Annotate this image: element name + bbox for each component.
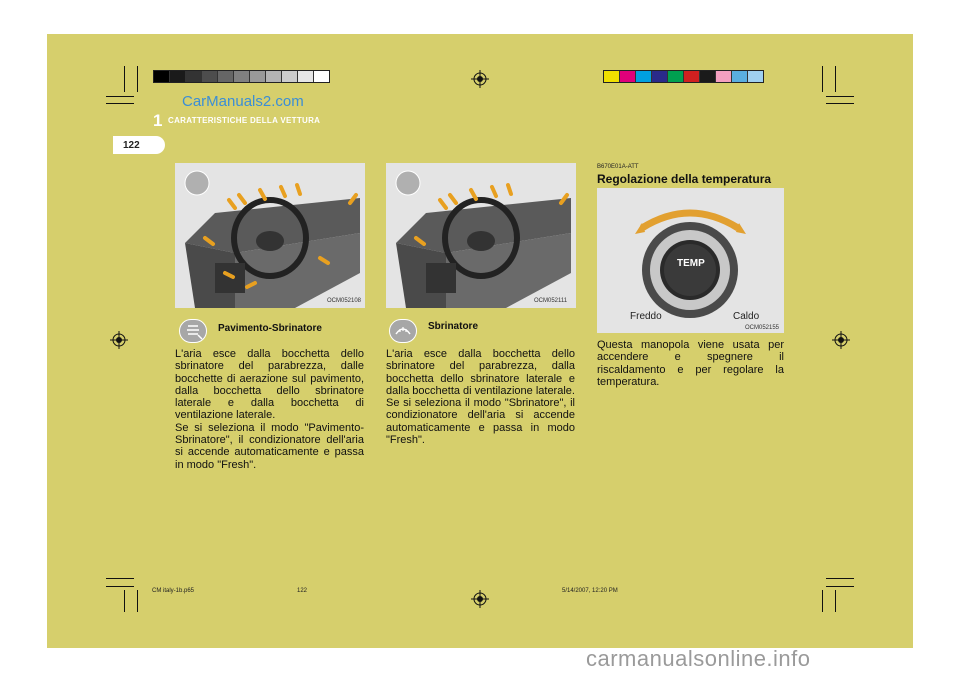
hot-label: Caldo [733,311,760,322]
color-swatch [282,71,298,82]
color-swatch [652,71,668,82]
section-body: L'aria esce dalla bocchetta dello sbrinatore del parabrezza, dalla bocchetta dello sbrinatore laterale e dalla bocchetta di ventilazione laterale. Se si seleziona il modo "Sbrinatore", il condizionatore dell'aria si accende automaticamente e passa in modo "Fresh". [386,348,575,447]
chapter-title: CARATTERISTICHE DELLA VETTURA [168,116,321,125]
footer-page: 122 [297,588,308,594]
dashboard-floor-defrost-illustration [175,163,365,308]
color-swatch [170,71,186,82]
crop-mark [106,586,134,587]
crop-mark [835,66,836,92]
page-number: 122 [123,140,140,151]
section-heading: Pavimento-Sbrinatore [218,323,322,334]
floor-defrost-icon [179,319,207,343]
registration-mark-icon [471,590,489,608]
registration-mark-icon [110,331,128,349]
crop-mark [124,590,125,612]
color-swatch [234,71,250,82]
color-swatch [732,71,748,82]
registration-mark-icon [832,331,850,349]
color-swatch [716,71,732,82]
color-swatch [250,71,266,82]
color-swatch [684,71,700,82]
crop-mark [106,578,134,579]
color-swatch [668,71,684,82]
color-swatch [266,71,282,82]
crop-mark [835,590,836,612]
crop-mark [826,578,854,579]
color-swatch [748,71,763,82]
color-swatch [298,71,314,82]
color-swatch [314,71,329,82]
section-body: Questa manopola viene usata per accendere e spegnere il riscaldamento e per regolare la temperatura. [597,339,784,388]
color-swatch [620,71,636,82]
crop-mark [106,96,134,97]
color-swatch [636,71,652,82]
grayscale-calibration-bar [153,70,330,83]
image-code: OCM052108 [327,298,362,304]
color-swatch [186,71,202,82]
crop-mark [822,590,823,612]
crop-mark [124,66,125,92]
registration-mark-icon [471,70,489,88]
crop-mark [826,586,854,587]
color-swatch [218,71,234,82]
image-code: OCM052155 [745,325,780,331]
watermark-link[interactable]: CarManuals2.com [182,93,304,110]
color-calibration-bar [603,70,764,83]
color-swatch [154,71,170,82]
crop-mark [826,96,854,97]
section-title: Regolazione della temperatura [597,172,772,186]
section-body: L'aria esce dalla bocchetta dello sbrinatore del parabrezza, dalle bocchette di aerazione sul pavimento, dalla bocchetta dello sbrinatore laterale e dalla bocchetta di ventilazione laterale. Se si seleziona il modo "Pavimento-Sbrinatore", il condizionatore dell'aria si accende automaticamente e passa in modo "Fresh". [175,348,364,471]
color-swatch [202,71,218,82]
image-code: OCM052111 [534,298,568,304]
crop-mark [106,103,134,104]
footer-file: CM italy-1b.p65 [152,588,195,594]
defrost-icon [389,319,417,343]
section-heading: Sbrinatore [428,321,479,332]
crop-mark [137,66,138,92]
crop-mark [822,66,823,92]
chapter-number: 1 [153,111,163,130]
site-watermark[interactable]: carmanualsonline.info [586,646,811,671]
knob-label: TEMP [677,258,705,269]
color-swatch [604,71,620,82]
crop-mark [826,103,854,104]
crop-mark [137,590,138,612]
cold-label: Freddo [630,311,662,322]
color-swatch [700,71,716,82]
dashboard-defrost-illustration [386,163,576,308]
section-code: B670E01A-ATT [597,164,639,170]
footer-date: 5/14/2007, 12:20 PM [562,588,618,594]
